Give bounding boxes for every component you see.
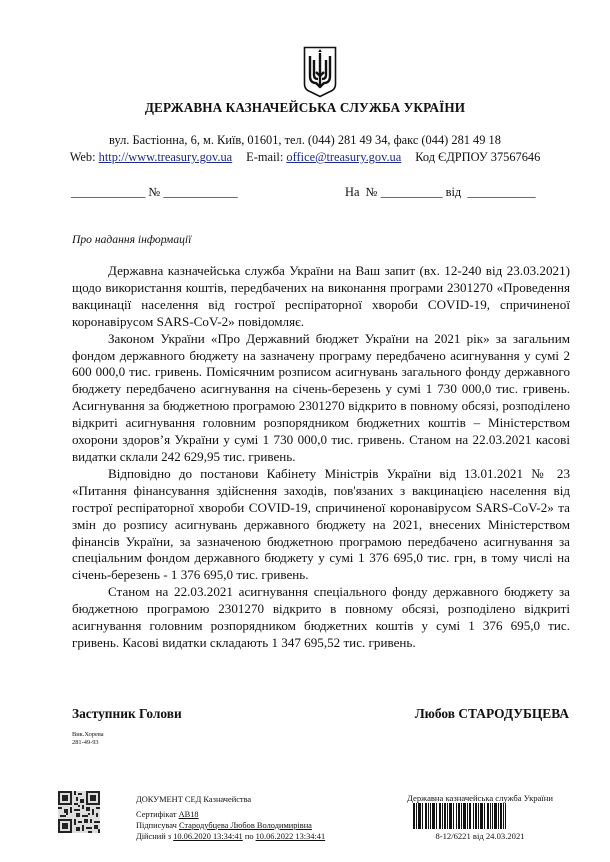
valid-to: 10.06.2022 13:34:41 <box>255 832 326 841</box>
contacts-line <box>0 150 610 165</box>
email-link[interactable]: office@treasury.gov.ua <box>286 150 402 164</box>
electronic-signature-block <box>136 794 325 842</box>
edrpou-code: Код ЄДРПОУ 37567646 <box>415 150 541 164</box>
signer-row: Підписувач Стародубцева Любов Володимирівна <box>136 821 312 830</box>
body-paragraph: Державна казначейська служба України на Ваш запит (вх. 12-240 від 23.03.2021) щодо використання коштів, передбачених на виконання програми 2301270 «Проведення вакцинації населення від гострої респіраторної хвороби COVID-19, спричиненої коронавірусом SARS-CoV-2» повідомляє. <box>72 263 570 329</box>
organization-title: ДЕРЖАВНА КАЗНАЧЕЙСЬКА СЛУЖБА УКРАЇНИ <box>144 100 466 115</box>
incoming-number-field: На № __________ від ___________ <box>345 185 536 199</box>
executor-info <box>72 731 104 747</box>
executor-name: Вик.Хорева <box>72 731 104 738</box>
barcode-caption: Державна казначейська служба України <box>407 793 553 803</box>
body-paragraph: Станом на 22.03.2021 асигнування спеціального фонду державного бюджету за бюджетною програмою 2301270 відкрито в повному обсязі, розподілено відкриті асигнування головним розпорядником бюджетних коштів у сумі 1 376 695,0 тис. гривень. Касові видатки складають 1 347 695,52 тис. гривень. <box>72 584 570 650</box>
outgoing-number-field: ____________ № ____________ <box>71 185 238 199</box>
body-paragraph: Відповідно до постанови Кабінету Міністрів України від 13.01.2021 № 23 «Питання фінансування здійснення заходів, пов'язаних з вакцинацією населення від гострої респіраторної хвороби COVID-19, спричиненої коронавірусом SARS-CoV-2» та змін до розпису асигнувань державного бюджету на 2021, внесених Міністерством фінансів України, за зазначеною бюджетною програмою передбачено асигнування за спеціальним фондом державного бюджету у сумі 1 376 695,0 тис. грн, в тому числі на січень-березень - 1 376 695,0 тис. гривень. <box>72 465 570 583</box>
barcode-icon <box>413 803 506 829</box>
signatory-position: Заступник Голови <box>72 706 182 721</box>
signatory-name: Любов СТАРОДУБЦЕВА <box>414 706 569 721</box>
website-link[interactable]: http://www.treasury.gov.ua <box>98 150 233 164</box>
signer-name: Стародубцева Любов Володимирівна <box>178 821 312 830</box>
executor-phone: 281-49-93 <box>72 739 99 746</box>
body-paragraph: Законом України «Про Державний бюджет України на 2021 рік» за загальним фондом державного бюджету на зазначену програму передбачено асигнування у сумі 2 600 000,0 тис. гривень. Помісячним розписом асигнувань загального фонду державного бюджету передбачено асигнування на січень-березень у сумі 1 730 000,0 тис. гривень. Асигнування за бюджетною програмою 2301270 відкрито в повному обсязі, розподілено відкриті асигнування головним розпорядником бюджетних коштів – Міністерством охорони здоров’я України у сумі 1 730 000,0 тис. гривень. Станом на 22.03.2021 касові видатки склали 242 629,95 тис. гривень. <box>72 330 570 464</box>
sed-title: ДОКУМЕНТ СЕД Казначейства <box>136 795 252 804</box>
document-registration-number: 8-12/6221 від 24.03.2021 <box>435 831 525 841</box>
web-label: Web: <box>69 150 99 164</box>
validity-row: Дійсний з 10.06.2020 13:34:41 по 10.06.2022 13:34:41 <box>136 832 326 841</box>
qr-code-icon <box>58 791 100 833</box>
organization-address: вул. Бастіонна, 6, м. Київ, 01601, тел. (044) 281 49 34, факс (044) 281 49 18 <box>109 133 501 147</box>
coat-of-arms-icon <box>303 46 337 98</box>
valid-from: 10.06.2020 13:34:41 <box>173 832 243 841</box>
email-label: E-mail: <box>246 150 287 164</box>
certificate-row: Сертифікат AB18 <box>136 810 199 819</box>
certificate-id: AB18 <box>178 810 199 819</box>
letter-body <box>72 263 570 652</box>
letter-subject: Про надання інформації <box>72 233 192 246</box>
